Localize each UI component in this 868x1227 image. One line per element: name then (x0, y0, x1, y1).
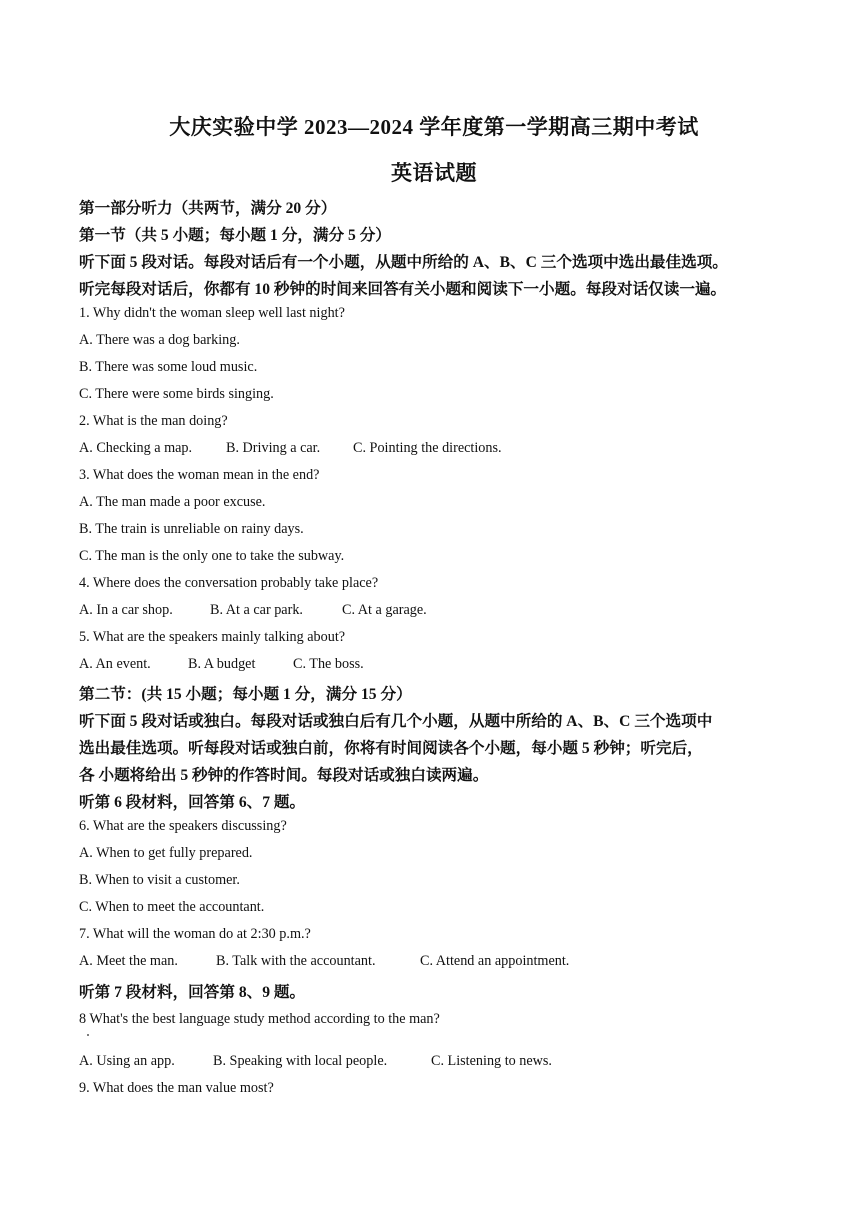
q3-option-b: B. The train is unreliable on rainy days. (79, 521, 304, 537)
q7-option-a: A. Meet the man. (79, 953, 178, 969)
q8-option-b: B. Speaking with local people. (213, 1053, 388, 1069)
part1-heading: 第一部分听力（共两节，满分 20 分） (79, 200, 337, 217)
exam-subtitle: 英语试题 (391, 161, 477, 185)
q4-option-a: A. In a car shop. (79, 602, 173, 618)
q6-option-b: B. When to visit a customer. (79, 872, 240, 888)
q1-option-a: A. There was a dog barking. (79, 332, 240, 348)
q8-options (79, 1053, 552, 1070)
material-7-heading: 听第 7 段材料，回答第 8、9 题。 (79, 984, 306, 1001)
q1-option-b: B. There was some loud music. (79, 359, 258, 375)
q7-option-b: B. Talk with the accountant. (216, 953, 376, 969)
exam-title: 大庆实验中学 2023—2024 学年度第一学期高三期中考试 (169, 115, 699, 139)
q7-options (79, 953, 569, 970)
question-9: 9. What does the man value most? (79, 1080, 274, 1096)
material-6-heading: 听第 6 段材料，回答第 6、7 题。 (79, 794, 306, 811)
section1-heading: 第一节（共 5 小题；每小题 1 分，满分 5 分） (79, 227, 391, 244)
question-2: 2. What is the man doing? (79, 413, 228, 429)
section1-instruction-1: 听下面 5 段对话。每段对话后有一个小题，从题中所给的 A、B、C 三个选项中选出最佳选项。 (79, 254, 728, 271)
q6-option-c: C. When to meet the accountant. (79, 899, 265, 915)
q2-options (79, 440, 502, 457)
section1-instruction-2: 听完每段对话后，你都有 10 秒钟的时间来回答有关小题和阅读下一小题。每段对话仅读一遍。 (79, 281, 727, 298)
q3-option-a: A. The man made a poor excuse. (79, 494, 266, 510)
q4-options (79, 602, 427, 619)
question-8: 8 What's the best language study method according to the man? (79, 1011, 440, 1027)
q6-option-a: A. When to get fully prepared. (79, 845, 253, 861)
q5-options (79, 656, 364, 673)
q5-option-b: B. A budget (188, 656, 256, 672)
section2-instruction-1: 听下面 5 段对话或独白。每段对话或独白后有几个小题，从题中所给的 A、B、C 三个选项中 (79, 713, 713, 730)
q8-option-c: C. Listening to news. (431, 1053, 552, 1069)
q5-option-c: C. The boss. (293, 656, 364, 672)
question-7: 7. What will the woman do at 2:30 p.m.? (79, 926, 311, 942)
q2-option-c: C. Pointing the directions. (353, 440, 502, 456)
section2-instruction-2: 选出最佳选项。听每段对话或独白前，你将有时间阅读各个小题，每小题 5 秒钟；听完后， (79, 740, 703, 757)
q8-option-a: A. Using an app. (79, 1053, 175, 1069)
q1-option-c: C. There were some birds singing. (79, 386, 274, 402)
question-3: 3. What does the woman mean in the end? (79, 467, 320, 483)
section2-instruction-3: 各 小题将给出 5 秒钟的作答时间。每段对话或独白读两遍。 (79, 767, 489, 784)
stray-dot (87, 1034, 89, 1036)
question-5: 5. What are the speakers mainly talking about? (79, 629, 346, 645)
q2-option-b: B. Driving a car. (226, 440, 321, 456)
q3-option-c: C. The man is the only one to take the subway. (79, 548, 345, 564)
q4-option-c: C. At a garage. (342, 602, 427, 618)
q2-option-a: A. Checking a map. (79, 440, 193, 456)
section2-heading: 第二节：(共 15 小题；每小题 1 分，满分 15 分） (79, 686, 412, 703)
question-4: 4. Where does the conversation probably take place? (79, 575, 379, 591)
q5-option-a: A. An event. (79, 656, 151, 672)
q4-option-b: B. At a car park. (210, 602, 303, 618)
q7-option-c: C. Attend an appointment. (420, 953, 570, 969)
question-1: 1. Why didn't the woman sleep well last night? (79, 305, 345, 321)
question-6: 6. What are the speakers discussing? (79, 818, 287, 834)
